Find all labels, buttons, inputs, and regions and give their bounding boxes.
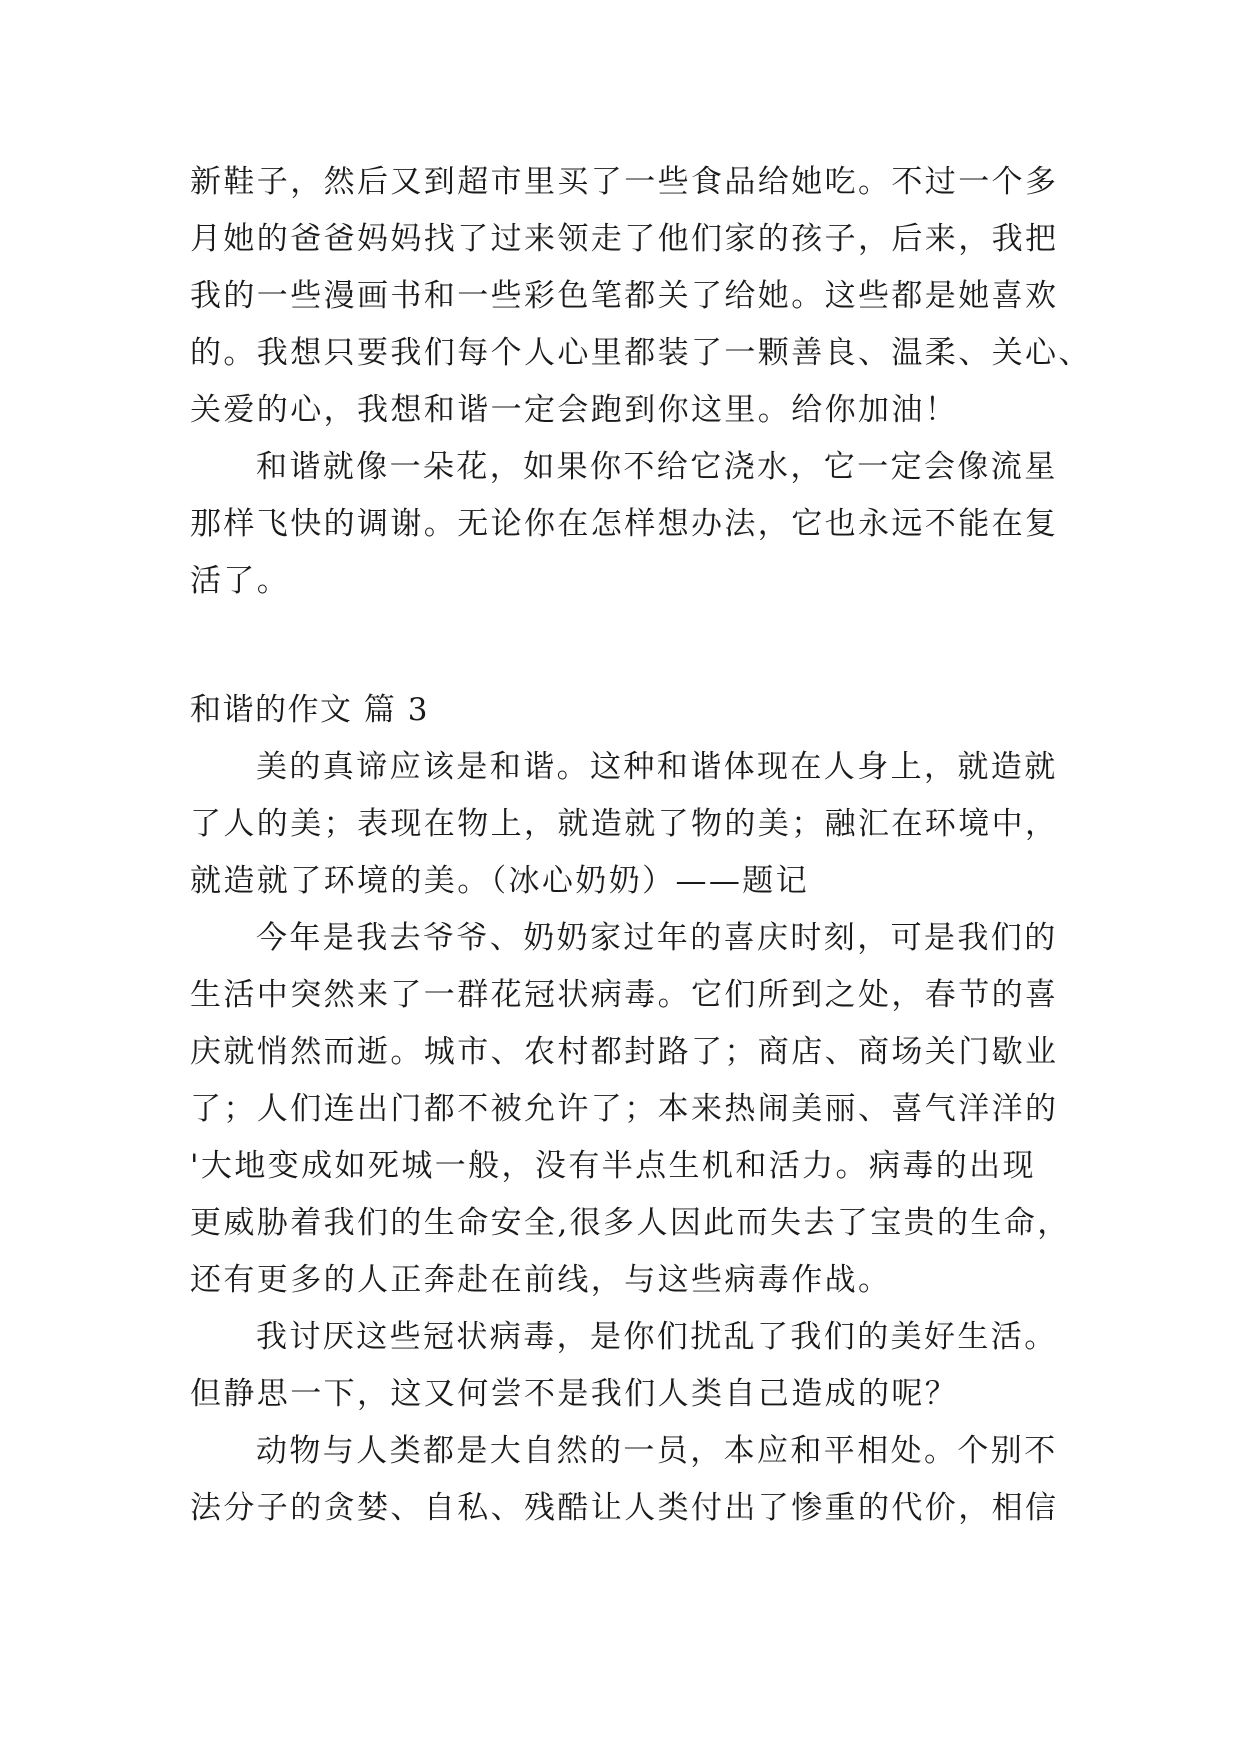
text-line: 那样飞快的调谢。无论你在怎样想办法，它也永远不能在复 [190,506,1059,542]
text-line: 生活中突然来了一群花冠状病毒。它们所到之处，春节的喜 [190,977,1059,1013]
text-line: 就造就了环境的美。（冰心奶奶）——题记 [190,863,810,899]
paragraph-first-line: 我讨厌这些冠状病毒，是你们扰乱了我们的美好生活。 [256,1319,1058,1355]
text-line: 了人的美；表现在物上，就造就了物的美；融汇在环境中， [190,806,1059,842]
text-line: 庆就悄然而逝。城市、农村都封路了；商店、商场关门歇业 [190,1034,1059,1070]
paragraph-first-line: 和谐就像一朵花，如果你不给它浇水，它一定会像流星 [256,449,1058,485]
text-line: 法分子的贪婪、自私、残酷让人类付出了惨重的代价，相信 [190,1490,1059,1526]
text-line: 活了。 [190,563,291,599]
paragraph-first-line: 美的真谛应该是和谐。这种和谐体现在人身上，就造就 [256,749,1058,785]
text-line: 的。我想只要我们每个人心里都装了一颗善良、温柔、关心、 [190,335,1092,371]
text-line: 还有更多的人正奔赴在前线，与这些病毒作战。 [190,1262,892,1298]
text-line: 关爱的心，我想和谐一定会跑到你这里。给你加油！ [190,392,959,428]
text-line: 我的一些漫画书和一些彩色笔都关了给她。这些都是她喜欢 [190,278,1059,314]
text-line: 新鞋子，然后又到超市里买了一些食品给她吃。不过一个多 [190,164,1059,200]
paragraph-first-line: 今年是我去爷爷、奶奶家过年的喜庆时刻，可是我们的 [256,920,1058,956]
text-line: 了；人们连出门都不被允许了；本来热闹美丽、喜气洋洋的 [190,1091,1059,1127]
text-line: 更威胁着我们的生命安全,很多人因此而失去了宝贵的生命， [190,1205,1071,1241]
text-line: 但静思一下，这又何尝不是我们人类自己造成的呢？ [190,1376,959,1412]
text-line: 月她的爸爸妈妈找了过来领走了他们家的孩子，后来，我把 [190,221,1059,257]
text-line: '大地变成如死城一般，没有半点生机和活力。病毒的出现 [190,1148,1036,1184]
paragraph-first-line: 动物与人类都是大自然的一员，本应和平相处。个别不 [256,1433,1058,1469]
section-heading: 和谐的作文 篇 3 [190,692,429,728]
